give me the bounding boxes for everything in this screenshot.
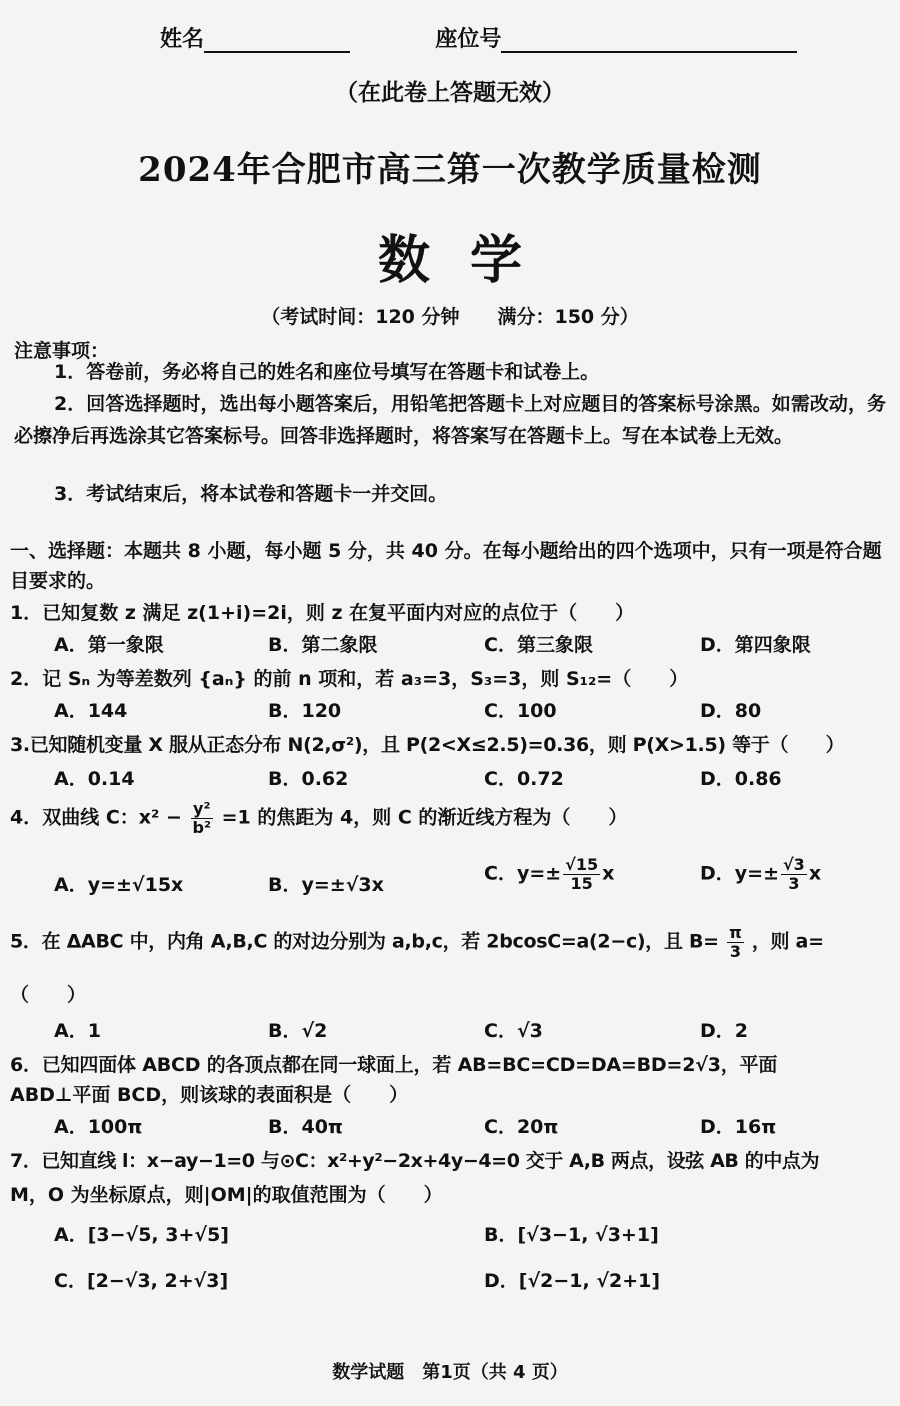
option-a: A．[3−√5, 3+√5]: [54, 1224, 229, 1246]
option-a: A．y=±√15x: [54, 874, 184, 896]
fraction: [781, 856, 807, 892]
question-stem-line2: （ ）: [10, 984, 87, 1006]
fraction-denominator: 3: [729, 941, 741, 961]
page-footer: 数学试题 第1页（共 4 页）: [332, 1362, 568, 1383]
option-c: C．y=± $\frac{√15}{15}$ x: [484, 855, 615, 893]
fraction-numerator: π: [729, 923, 742, 942]
option-b: B．√2: [268, 1020, 328, 1042]
fraction-numerator: √15: [565, 855, 599, 874]
stem-text: ，则 a=: [751, 930, 824, 953]
option-a: A．第一象限: [54, 634, 164, 656]
seat-blank: [501, 29, 797, 53]
question-stem-line2: M，O 为坐标原点，则|OM|的取值范围为（ ）: [10, 1184, 443, 1206]
option-b: B．y=±√3x: [268, 874, 384, 896]
question-stem: 7．已知直线 l：x−ay−1=0 与⊙C：x²+y²−2x+4y−4=0 交于 A,B 两点，设弦 AB 的中点为: [10, 1150, 820, 1172]
fraction-denominator: 15: [570, 873, 593, 893]
stem-text: 5．在 ΔABC 中，内角 A,B,C 的对边分别为 a,b,c，若 2bcosC=a(2−c)，且 B=: [10, 930, 719, 953]
section-heading: 一、选择题：本题共 8 小题，每小题 5 分，共 40 分。在每小题给出的四个选项中，只有一项是符合题目要求的。: [10, 540, 882, 592]
option-d: D．80: [700, 700, 762, 722]
option-b: B．第二象限: [268, 634, 378, 656]
question-stem: 3.已知随机变量 X 服从正态分布 N(2,σ²)，且 P(2<X≤2.5)=0.36，则 P(X>1.5) 等于（ ）: [10, 734, 845, 756]
notice-item: 3．考试结束后，将本试卷和答题卡一并交回。: [54, 483, 448, 505]
notice-item: 1．答卷前，务必将自己的姓名和座位号填写在答题卡和试卷上。: [54, 361, 600, 383]
notice-item: 2．回答选择题时，选出每小题答案后，用铅笔把答题卡上对应题目的答案标号涂黑。如需改动，务必擦净后再选涂其它答案标号。回答非选择题时，将答案写在答题卡上。写在本试卷上无效。: [14, 393, 886, 447]
option-d: D．2: [700, 1020, 748, 1042]
option-d: D．0.86: [700, 768, 782, 790]
fraction: [727, 924, 743, 960]
question-stem: 1．已知复数 z 满足 z(1+i)=2i，则 z 在复平面内对应的点位于（ ）: [10, 602, 635, 624]
option-c: C．第三象限: [484, 634, 593, 656]
option-b: B．120: [268, 700, 342, 722]
option-c: C．100: [484, 700, 557, 722]
stem-text: =1 的焦距为 4，则 C 的渐近线方程为（ ）: [221, 806, 628, 829]
fraction: [191, 800, 213, 836]
option-d: D．y=± $\frac{√3}{3}$ x: [700, 855, 822, 893]
seat-label: 座位号: [435, 27, 502, 52]
question-stem: [10, 924, 890, 960]
option-c: C．0.72: [484, 768, 564, 790]
option-c: C．√3: [484, 1020, 543, 1042]
question-stem: 2．记 Sₙ 为等差数列 {aₙ} 的前 n 项和，若 a₃=3，S₃=3，则 S₁₂=（ ）: [10, 668, 689, 690]
subject-title: 数学: [377, 231, 562, 291]
exam-title: 2024年合肥市高三第一次教学质量检测: [138, 150, 762, 190]
fraction: [563, 856, 600, 892]
question-stem: [10, 800, 890, 836]
name-blank: [204, 29, 350, 53]
option-b: B．[√3−1, √3+1]: [484, 1224, 659, 1246]
question-stem: 6．已知四面体 ABCD 的各顶点都在同一球面上，若 AB=BC=CD=DA=BD=2√3，平面: [10, 1054, 778, 1076]
option-a: A．144: [54, 700, 128, 722]
option-a: A．0.14: [54, 768, 135, 790]
fraction-denominator: 3: [788, 873, 800, 893]
header-fields: [160, 22, 797, 53]
fraction-denominator: b²: [192, 817, 211, 837]
stem-text: 4．双曲线 C：x² −: [10, 806, 182, 829]
fraction-numerator: √3: [783, 855, 805, 874]
option-d: D．[√2−1, √2+1]: [484, 1270, 661, 1292]
name-label: 姓名: [160, 27, 205, 52]
option-a: A．1: [54, 1020, 101, 1042]
invalid-note: （在此卷上答题无效）: [335, 80, 565, 106]
option-b: B．0.62: [268, 768, 349, 790]
fraction-numerator: y²: [191, 800, 213, 819]
notice-heading: 注意事项：: [14, 340, 110, 362]
exam-time-info: （考试时间：120 分钟 满分：150 分）: [261, 306, 639, 328]
option-d: D．第四象限: [700, 634, 811, 656]
option-b: B．40π: [268, 1116, 343, 1138]
option-c: C．20π: [484, 1116, 559, 1138]
question-stem-line2: ABD⊥平面 BCD，则该球的表面积是（ ）: [10, 1084, 409, 1106]
option-d: D．16π: [700, 1116, 777, 1138]
option-a: A．100π: [54, 1116, 143, 1138]
option-c: C．[2−√3, 2+√3]: [54, 1270, 229, 1292]
